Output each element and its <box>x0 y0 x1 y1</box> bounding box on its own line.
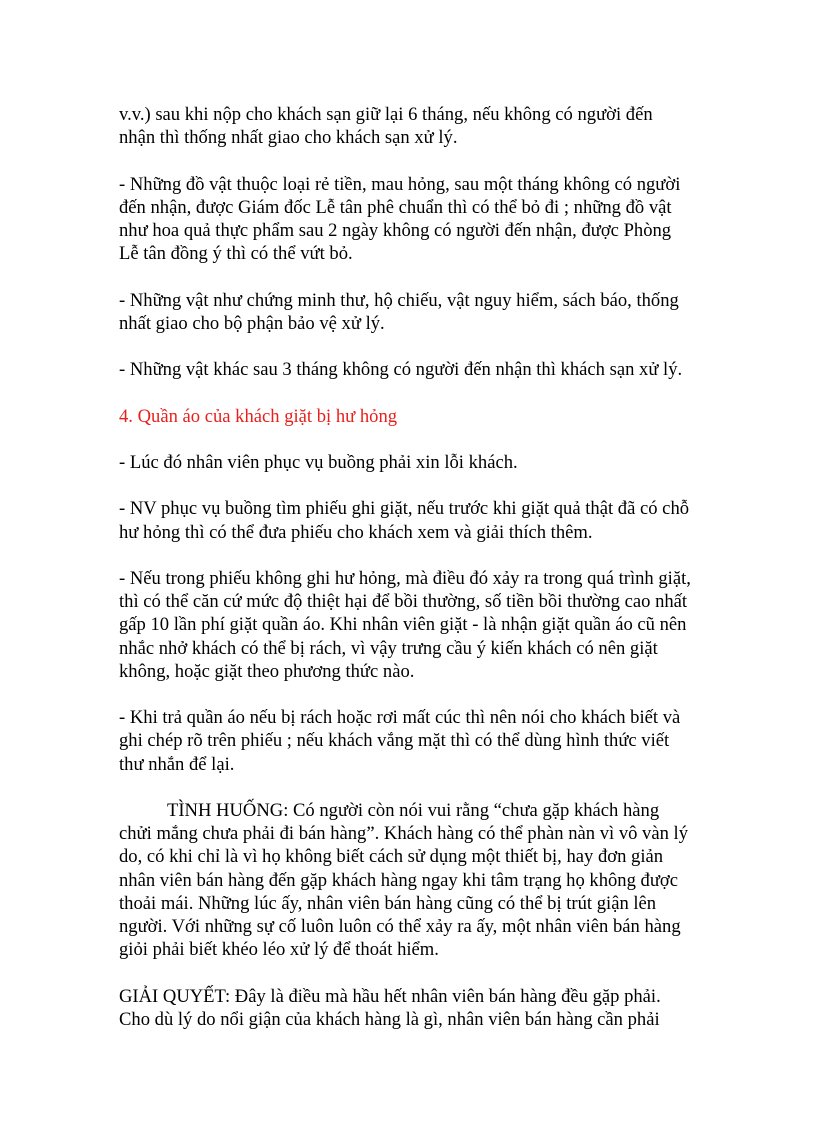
text-line: - Những vật như chứng minh thư, hộ chiếu, vật nguy hiểm, sách báo, thống <box>119 289 679 311</box>
text-line: hư hỏng thì có thể đưa phiếu cho khách xem và giải thích thêm. <box>119 521 593 543</box>
paragraph-other-items <box>119 358 696 381</box>
text-line: Cho dù lý do nổi giận của khách hàng là gì, nhân viên bán hàng cần phải <box>119 1008 660 1030</box>
text-line: nhất giao cho bộ phận bảo vệ xử lý. <box>119 312 385 334</box>
text-line: - Những vật khác sau 3 tháng không có người đến nhận thì khách sạn xử lý. <box>119 359 683 381</box>
text-line: nhân viên bán hàng đến gặp khách hàng ngay khi tâm trạng họ không được <box>119 869 678 891</box>
text-line: thư nhắn để lại. <box>119 753 235 775</box>
text-line: nhận thì thống nhất giao cho khách sạn xử lý. <box>119 127 458 149</box>
text-line: như hoa quả thực phẩm sau 2 ngày không có người đến nhận, được Phòng <box>119 220 672 241</box>
text-line: ghi chép rõ trên phiếu ; nếu khách vắng mặt thì có thể dùng hình thức viết <box>119 730 670 752</box>
section-heading <box>119 405 696 428</box>
paragraph-return-clothes <box>119 706 696 776</box>
text-line: người. Với những sự cố luôn luôn có thể xảy ra ấy, một nhân viên bán hàng <box>119 915 681 937</box>
paragraph-situation <box>119 799 696 961</box>
text-line: thì có thể căn cứ mức độ thiệt hại để bồi thường, số tiền bồi thường cao nhất <box>119 591 688 613</box>
text-line: - Những đồ vật thuộc loại rẻ tiền, mau hỏng, sau một tháng không có người <box>119 173 681 195</box>
text-line: không, hoặc giặt theo phương thức nào. <box>119 660 415 682</box>
paragraph-cheap-items <box>119 173 696 266</box>
paragraph-solution <box>119 985 696 1031</box>
text-line: gấp 10 lần phí giặt quần áo. Khi nhân viên giặt - là nhận giặt quần áo cũ nên <box>119 614 687 636</box>
text-line: GIẢI QUYẾT: Đây là điều mà hầu hết nhân viên bán hàng đều gặp phải. <box>119 985 661 1007</box>
text-line: - Khi trả quần áo nếu bị rách hoặc rơi mất cúc thì nên nói cho khách biết và <box>119 707 681 729</box>
paragraph-lost-items-storage <box>119 103 696 149</box>
text-line: - Lúc đó nhân viên phục vụ buồng phải xin lỗi khách. <box>119 451 518 473</box>
paragraph-id-documents <box>119 289 696 335</box>
heading-text: 4. Quần áo của khách giặt bị hư hỏng <box>119 405 398 427</box>
paragraph-laundry-slip <box>119 497 696 543</box>
paragraph-apologize <box>119 451 696 474</box>
text-line: giỏi phải biết khéo léo xử lý để thoát hiểm. <box>119 939 439 961</box>
text-line: - Nếu trong phiếu không ghi hư hỏng, mà điều đó xảy ra trong quá trình giặt, <box>119 567 691 589</box>
text-line: do, có khi chỉ là vì họ không biết cách sử dụng một thiết bị, hay đơn giản <box>119 846 664 868</box>
text-line: - NV phục vụ buồng tìm phiếu ghi giặt, nếu trước khi giặt quả thật đã có chỗ <box>119 498 690 520</box>
text-line: Lễ tân đồng ý thì có thể vứt bỏ. <box>119 243 353 265</box>
text-line: chửi mắng chưa phải đi bán hàng”. Khách hàng có thể phàn nàn vì vô vàn lý <box>119 823 689 845</box>
text-line: v.v.) sau khi nộp cho khách sạn giữ lại 6 tháng, nếu không có người đến <box>119 104 653 125</box>
paragraph-compensation <box>119 567 696 683</box>
text-line: đến nhận, được Giám đốc Lễ tân phê chuẩn thì có thể bỏ đi ; những đồ vật <box>119 196 672 218</box>
text-line: nhắc nhở khách có thể bị rách, vì vậy trưng cầu ý kiến khách có nên giặt <box>119 637 658 659</box>
text-line: thoải mái. Những lúc ấy, nhân viên bán hàng cũng có thể bị trút giận lên <box>119 892 657 914</box>
text-line: TÌNH HUỐNG: Có người còn nói vui rằng “chưa gặp khách hàng <box>167 799 660 821</box>
